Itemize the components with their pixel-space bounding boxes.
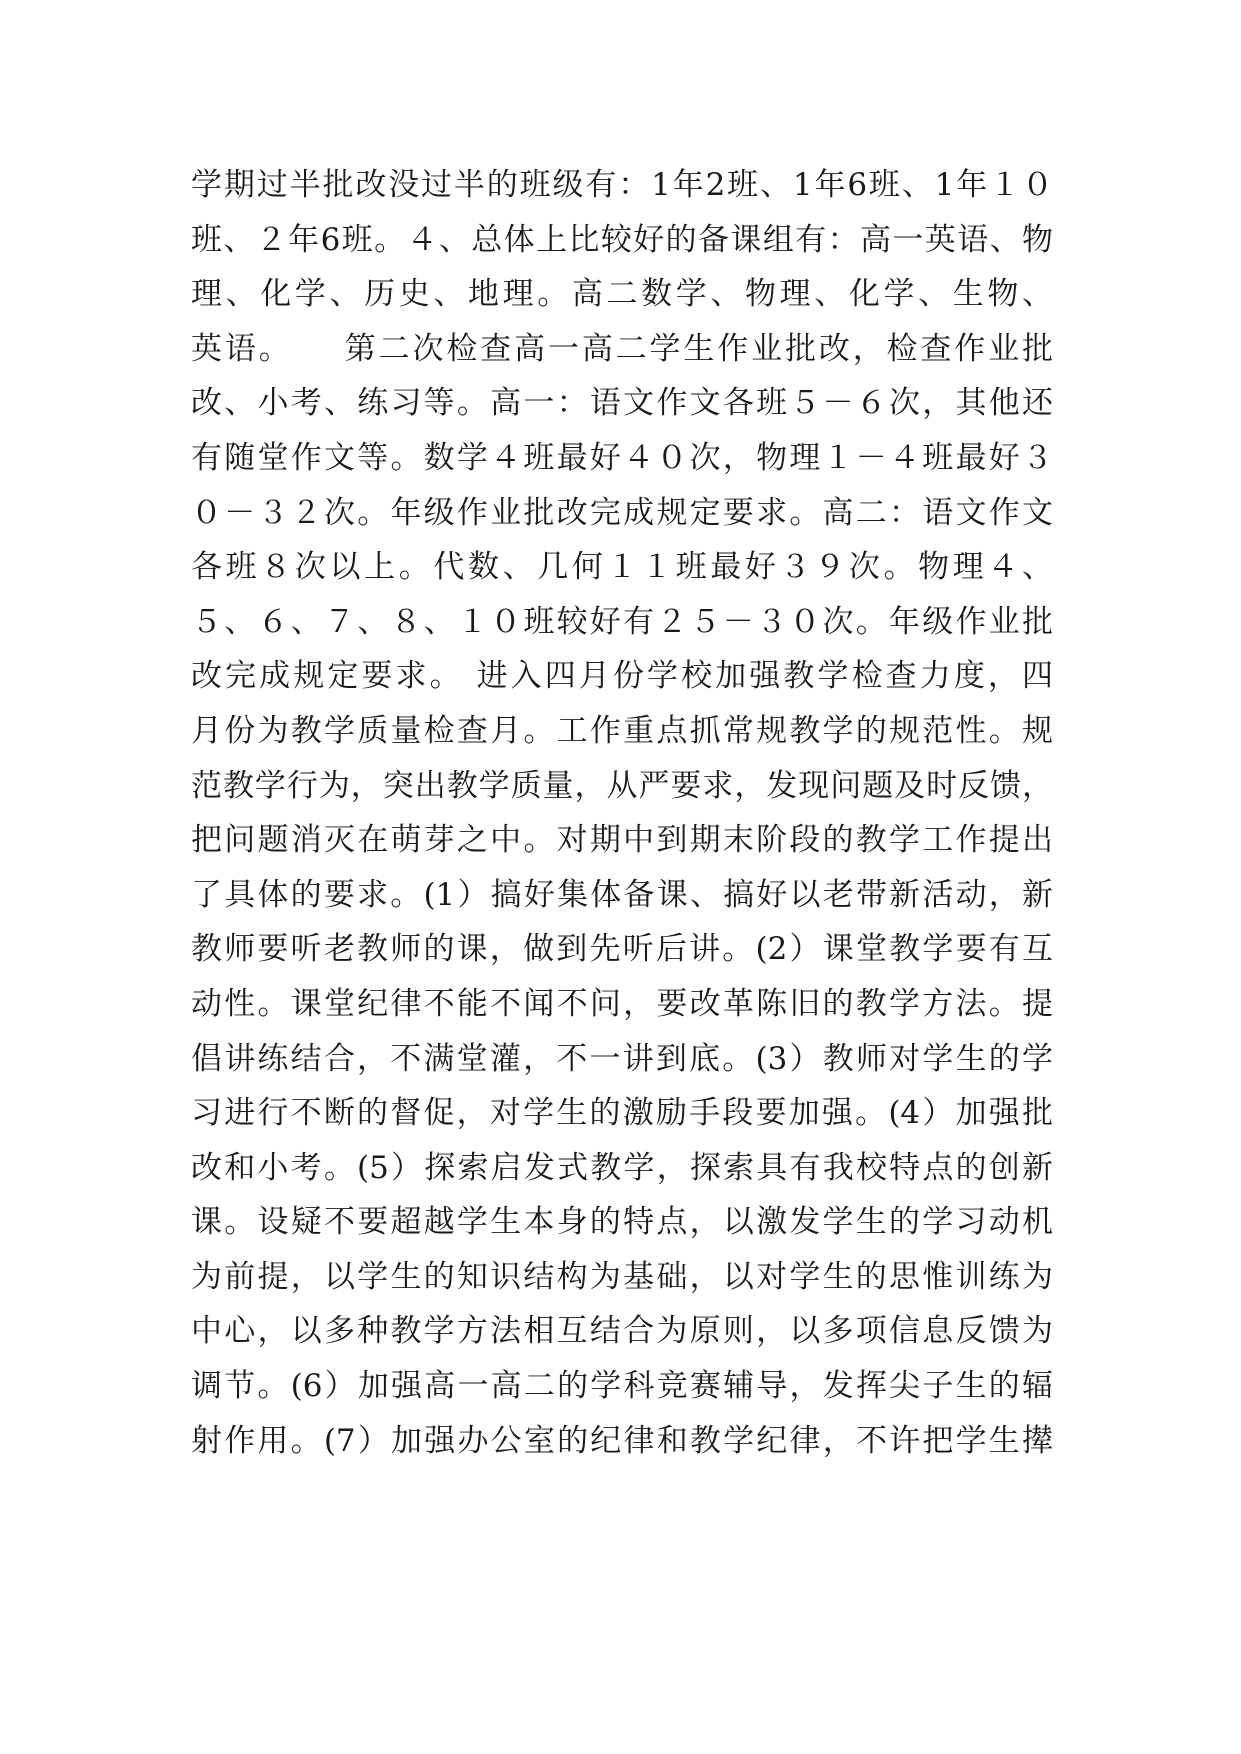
- text-line-12: 范教学行为，突出教学质量，从严要求，发现问题及时反馈，: [191, 767, 1053, 804]
- text-line-22: 中心，以多种教学方法相互结合为原则，以多项信息反馈为: [191, 1313, 1053, 1350]
- text-line-23: 调节。(6）加强高一高二的学科竞赛辅导，发挥尖子生的辐: [191, 1368, 1053, 1405]
- text-line-9: ５、６、７、８、１０班较好有２５－３０次。年级作业批: [191, 603, 1053, 640]
- text-line-16: 动性。课堂纪律不能不闻不问，要改革陈旧的教学方法。提: [191, 985, 1053, 1022]
- text-line-20: 课。设疑不要超越学生本身的特点，以激发学生的学习动机: [191, 1204, 1053, 1241]
- text-line-7: ０－３２次。年级作业批改完成规定要求。高二：语文作文: [191, 494, 1053, 531]
- text-line-15: 教师要听老教师的课，做到先听后讲。(2）课堂教学要有互: [191, 931, 1053, 968]
- text-line-18: 习进行不断的督促，对学生的激励手段要加强。(4）加强批: [191, 1095, 1053, 1132]
- text-line-24: 射作用。(7）加强办公室的纪律和教学纪律，不许把学生撵: [191, 1422, 1053, 1459]
- text-line-19: 改和小考。(5）探索启发式教学，探索具有我校特点的创新: [191, 1149, 1053, 1186]
- text-line-4: 英语。 第二次检查高一高二学生作业批改，检查作业批: [191, 330, 1053, 367]
- text-line-6: 有随堂作文等。数学４班最好４０次，物理１－４班最好３: [191, 439, 1053, 476]
- text-line-1: 学期过半批改没过半的班级有：1年2班、1年6班、1年１０: [191, 167, 1053, 203]
- text-line-10: 改完成规定要求。 进入四月份学校加强教学检查力度，四: [191, 658, 1053, 695]
- text-line-11: 月份为教学质量检查月。工作重点抓常规教学的规范性。规: [191, 712, 1053, 749]
- text-line-21: 为前提，以学生的知识结构为基础，以对学生的思惟训练为: [191, 1258, 1053, 1295]
- text-line-3: 理、化学、历史、地理。高二数学、物理、化学、生物、: [191, 276, 1053, 313]
- text-line-14: 了具体的要求。(1）搞好集体备课、搞好以老带新活动，新: [191, 876, 1053, 913]
- text-line-8: 各班８次以上。代数、几何１１班最好３９次。物理４、: [191, 549, 1053, 586]
- body-text: [191, 158, 1053, 1468]
- text-line-13: 把问题消灭在萌芽之中。对期中到期末阶段的教学工作提出: [191, 822, 1053, 859]
- text-line-2: 班、２年6班。４、总体上比较好的备课组有：高一英语、物: [191, 221, 1053, 258]
- text-line-5: 改、小考、练习等。高一：语文作文各班５－６次，其他还: [191, 385, 1053, 422]
- text-line-17: 倡讲练结合，不满堂灌，不一讲到底。(3）教师对学生的学: [191, 1040, 1053, 1077]
